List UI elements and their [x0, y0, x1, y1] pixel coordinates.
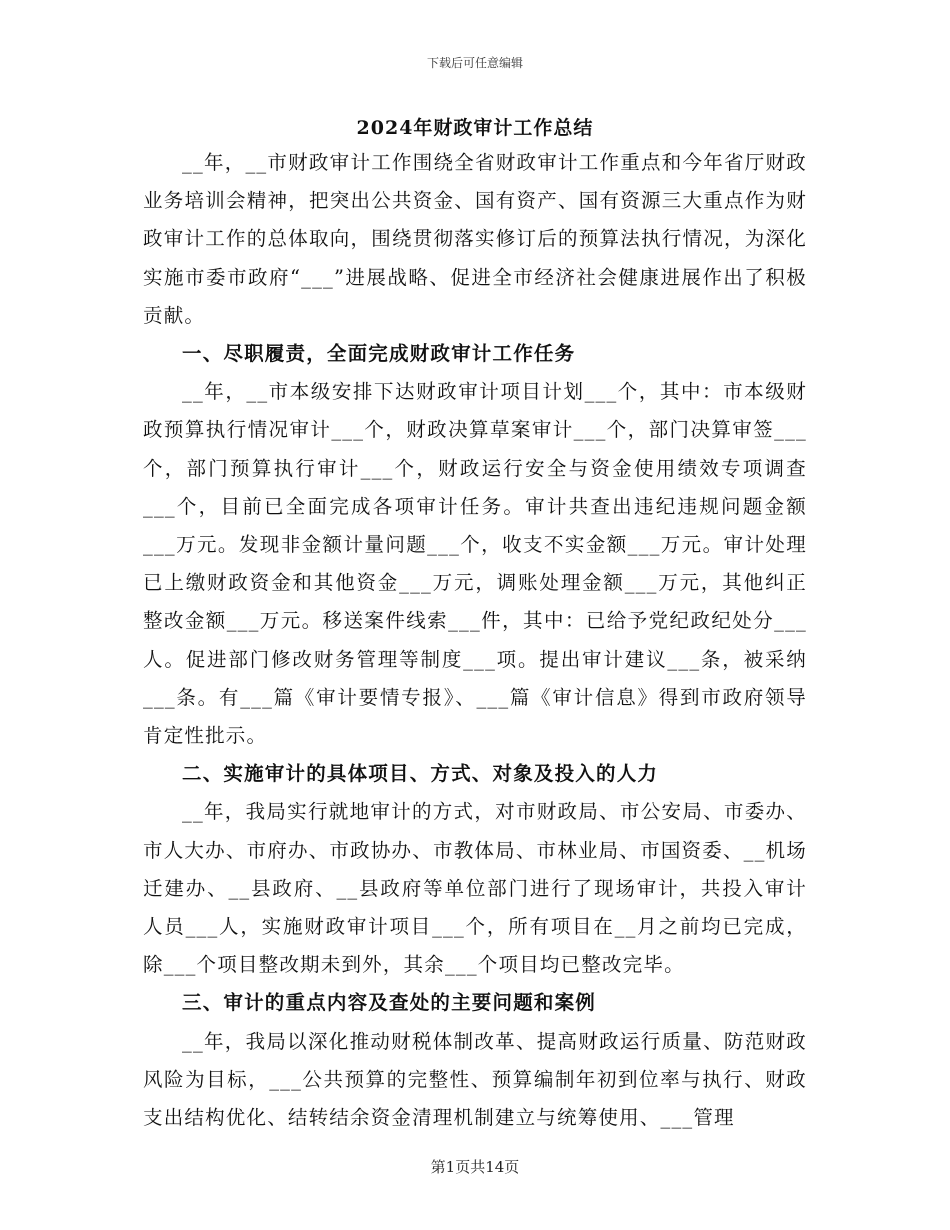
header-note: 下载后可任意编辑 — [426, 56, 523, 70]
intro-paragraph: __年，__市财政审计工作围绕全省财政审计工作重点和今年省厅财政业务培训会精神，把突出公共资金、国有资产、国有资源三大重点作为财政审计工作的总体取向，围绕贯彻落实修订后的预算法执行情况，为深化实施市委市政府“___”进展战略、促进全市经济社会健康进展作出了积极贡献。 — [143, 151, 807, 327]
section-heading-3: 三、审计的重点内容及查处的主要问题和案例 — [182, 991, 597, 1015]
section-2-paragraph: __年，我局实行就地审计的方式，对市财政局、市公安局、市委办、市人大办、市府办、市政协办、市教体局、市林业局、市国资委、__机场迁建办、__县政府、__县政府等单位部门进行了现场审计，共投入审计人员___人，实施财政审计项目___个，所有项目在__月之前均已完成，除___个项目整改期未到外，其余___个项目均已整改完毕。 — [143, 800, 807, 977]
page-number-footer: 第1页共14页 — [430, 1158, 520, 1176]
section-3-paragraph: __年，我局以深化推动财税体制改革、提高财政运行质量、防范财政风险为目标，___公共预算的完整性、预算编制年初到位率与执行、财政支出结构优化、结转结余资金清理机制建立与统筹使用、___管理 — [143, 1029, 807, 1130]
section-heading-2: 二、实施审计的具体项目、方式、对象及投入的人力 — [182, 762, 659, 786]
section-heading-1: 一、尽职履责，全面完成财政审计工作任务 — [182, 342, 576, 366]
document-body — [143, 144, 807, 1137]
document-title: 2024年财政审计工作总结 — [356, 117, 594, 139]
section-1-paragraph: __年，__市本级安排下达财政审计项目计划___个，其中：市本级财政预算执行情况审计___个，财政决算草案审计___个，部门决算审签___个，部门预算执行审计___个，财政运行安全与资金使用绩效专项调查___个，目前已全面完成各项审计任务。审计共查出违纪违规问题金额___万元。发现非金额计量问题___个，收支不实金额___万元。审计处理已上缴财政资金和其他资金___万元，调账处理金额___万元，其他纠正整改金额___万元。移送案件线索___件，其中：已给予党纪政纪处分___人。促进部门修改财务管理等制度___项。提出审计建议___条，被采纳___条。有___篇《审计要情专报》、___篇《审计信息》得到市政府领导肯定性批示。 — [143, 380, 807, 748]
